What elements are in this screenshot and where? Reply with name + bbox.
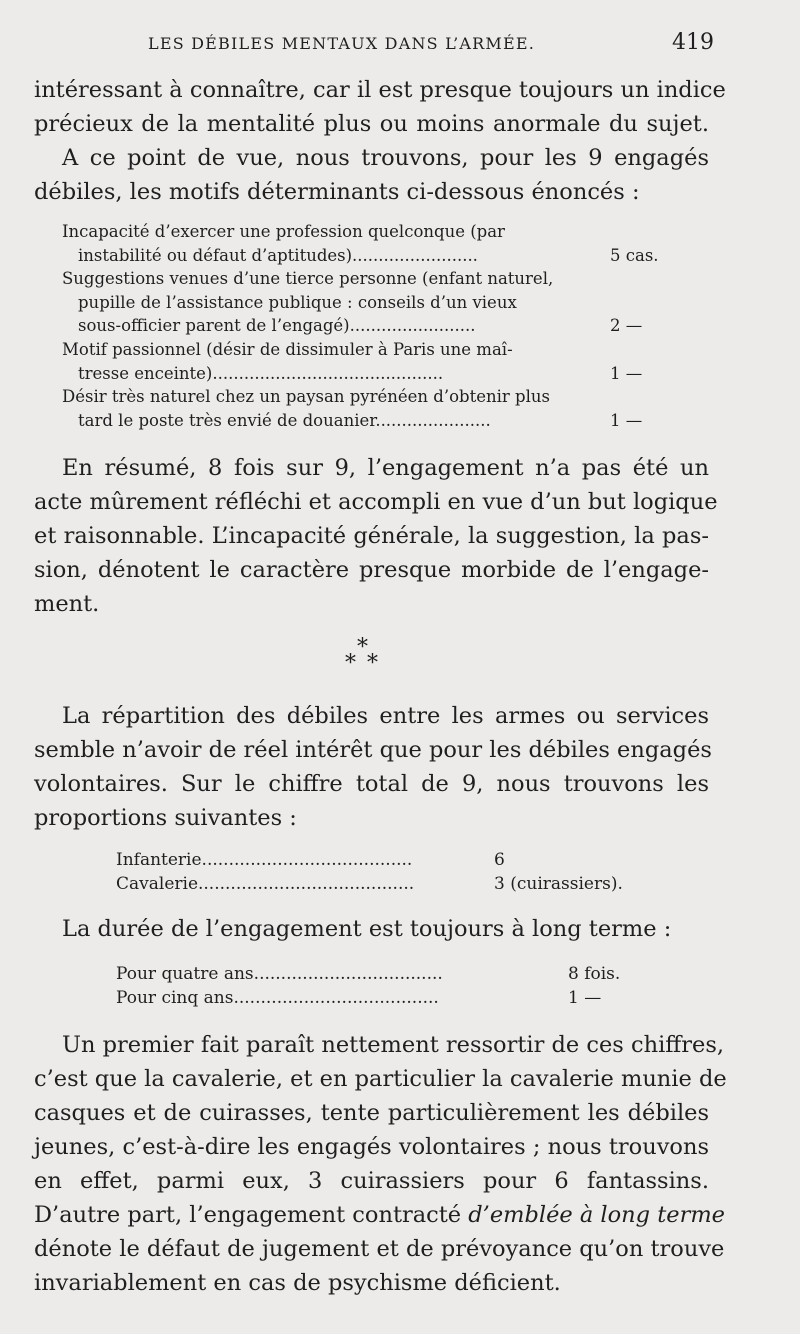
text-line: sion, dénotent le caractère presque morbide de l’engage- xyxy=(34,557,709,583)
text-line: invariablement en cas de psychisme déficient. xyxy=(34,1270,561,1296)
text-line: ment. xyxy=(34,591,100,617)
text-line: jeunes, c’est-à-dire les engagés volontaires ; nous trouvons xyxy=(34,1134,709,1160)
proportion-row xyxy=(116,848,505,872)
motif-line xyxy=(62,409,674,433)
paragraph-conclusion xyxy=(34,1028,727,1300)
motifs-list xyxy=(62,220,674,432)
motif-line: Désir très naturel chez un paysan pyrénéen d’obtenir plus xyxy=(62,387,550,407)
motif-count: 1 — xyxy=(610,363,643,383)
motif-text: sous-officier parent de l’engagé)........................ xyxy=(78,316,476,336)
asterism xyxy=(345,635,385,680)
motif-line: Suggestions venues d’une tierce personne (enfant naturel, xyxy=(62,269,554,289)
text-line: en effet, parmi eux, 3 cuirassiers pour 6 fantassins. xyxy=(34,1168,709,1194)
text-line: c’est que la cavalerie, et en particulier la cavalerie munie de xyxy=(34,1066,727,1092)
motif-count: 1 — xyxy=(610,410,643,430)
motif-item xyxy=(62,385,674,432)
paragraph-intro xyxy=(34,73,726,209)
text-segment: D’autre part, l’engagement contracté xyxy=(34,1202,469,1228)
paragraph-repartition xyxy=(34,699,712,835)
motif-line xyxy=(62,362,674,386)
text-line: La durée de l’engagement est toujours à long terme : xyxy=(62,916,672,942)
durations-table xyxy=(116,962,621,1010)
text-line: La répartition des débiles entre les armes ou services xyxy=(62,703,709,729)
page-number: 419 xyxy=(672,30,714,55)
duration-row xyxy=(116,962,621,986)
text-line xyxy=(34,1198,725,1232)
motif-line: Incapacité d’exercer une profession quelconque (par xyxy=(62,222,505,241)
proportion-row xyxy=(116,872,623,896)
text-line: semble n’avoir de réel intérêt que pour les débiles engagés xyxy=(34,737,712,763)
text-line: proportions suivantes : xyxy=(34,805,297,831)
text-line: casques et de cuirasses, tente particulièrement les débiles xyxy=(34,1100,709,1126)
motif-line xyxy=(62,314,674,338)
motif-line xyxy=(62,244,674,268)
running-head: LES DÉBILES MENTAUX DANS L’ARMÉE. xyxy=(148,34,535,53)
text-line: Un premier fait paraît nettement ressortir de ces chiffres, xyxy=(62,1032,725,1058)
proportion-value: 6 xyxy=(494,850,505,870)
motif-item xyxy=(62,220,674,267)
proportion-label: Infanterie....................................... xyxy=(116,850,413,870)
text-line: volontaires. Sur le chiffre total de 9, nous trouvons les xyxy=(34,771,709,797)
paragraph-summary xyxy=(34,451,718,621)
proportions-table xyxy=(116,848,623,896)
text-line: En résumé, 8 fois sur 9, l’engagement n’a pas été un xyxy=(62,455,709,481)
motif-item xyxy=(62,267,674,338)
duration-label: Pour quatre ans................................... xyxy=(116,964,443,984)
proportion-value: 3 (cuirassiers). xyxy=(494,874,623,894)
text-line: et raisonnable. L’incapacité générale, la suggestion, la pas- xyxy=(34,523,709,549)
motif-line: pupille de l’assistance publique : conseils d’un vieux xyxy=(78,292,517,312)
asterism-star: * xyxy=(357,635,368,660)
motif-text: tard le poste très envié de douanier...................... xyxy=(78,410,491,430)
motif-count: 5 cas. xyxy=(610,245,659,265)
asterism-star: * xyxy=(367,651,378,676)
duration-value: 8 fois. xyxy=(568,964,621,984)
emphasis-text: d’emblée à long terme xyxy=(468,1202,725,1228)
duration-label: Pour cinq ans...................................... xyxy=(116,988,439,1008)
duration-value: 1 — xyxy=(568,988,602,1008)
asterism-star: * xyxy=(345,651,356,676)
text-line: intéressant à connaître, car il est presque toujours un indice xyxy=(34,77,726,103)
motif-item xyxy=(62,338,674,385)
paragraph-duration xyxy=(34,912,709,946)
motif-line: Motif passionnel (désir de dissimuler à Paris une maî- xyxy=(62,339,513,359)
text-line: dénote le défaut de jugement et de prévoyance qu’on trouve xyxy=(34,1236,725,1262)
text-line: débiles, les motifs déterminants ci-dessous énoncés : xyxy=(34,179,640,205)
motif-text: tresse enceinte)............................................ xyxy=(78,363,444,383)
text-line: précieux de la mentalité plus ou moins anormale du sujet. xyxy=(34,111,709,137)
page-header xyxy=(0,30,800,60)
motif-text: instabilité ou défaut d’aptitudes)........................ xyxy=(78,245,478,265)
duration-row xyxy=(116,986,602,1010)
text-line: acte mûrement réfléchi et accompli en vue d’un but logique xyxy=(34,489,718,515)
text-line: A ce point de vue, nous trouvons, pour les 9 engagés xyxy=(62,145,709,171)
proportion-label: Cavalerie........................................ xyxy=(116,874,415,894)
motif-count: 2 — xyxy=(610,316,643,336)
